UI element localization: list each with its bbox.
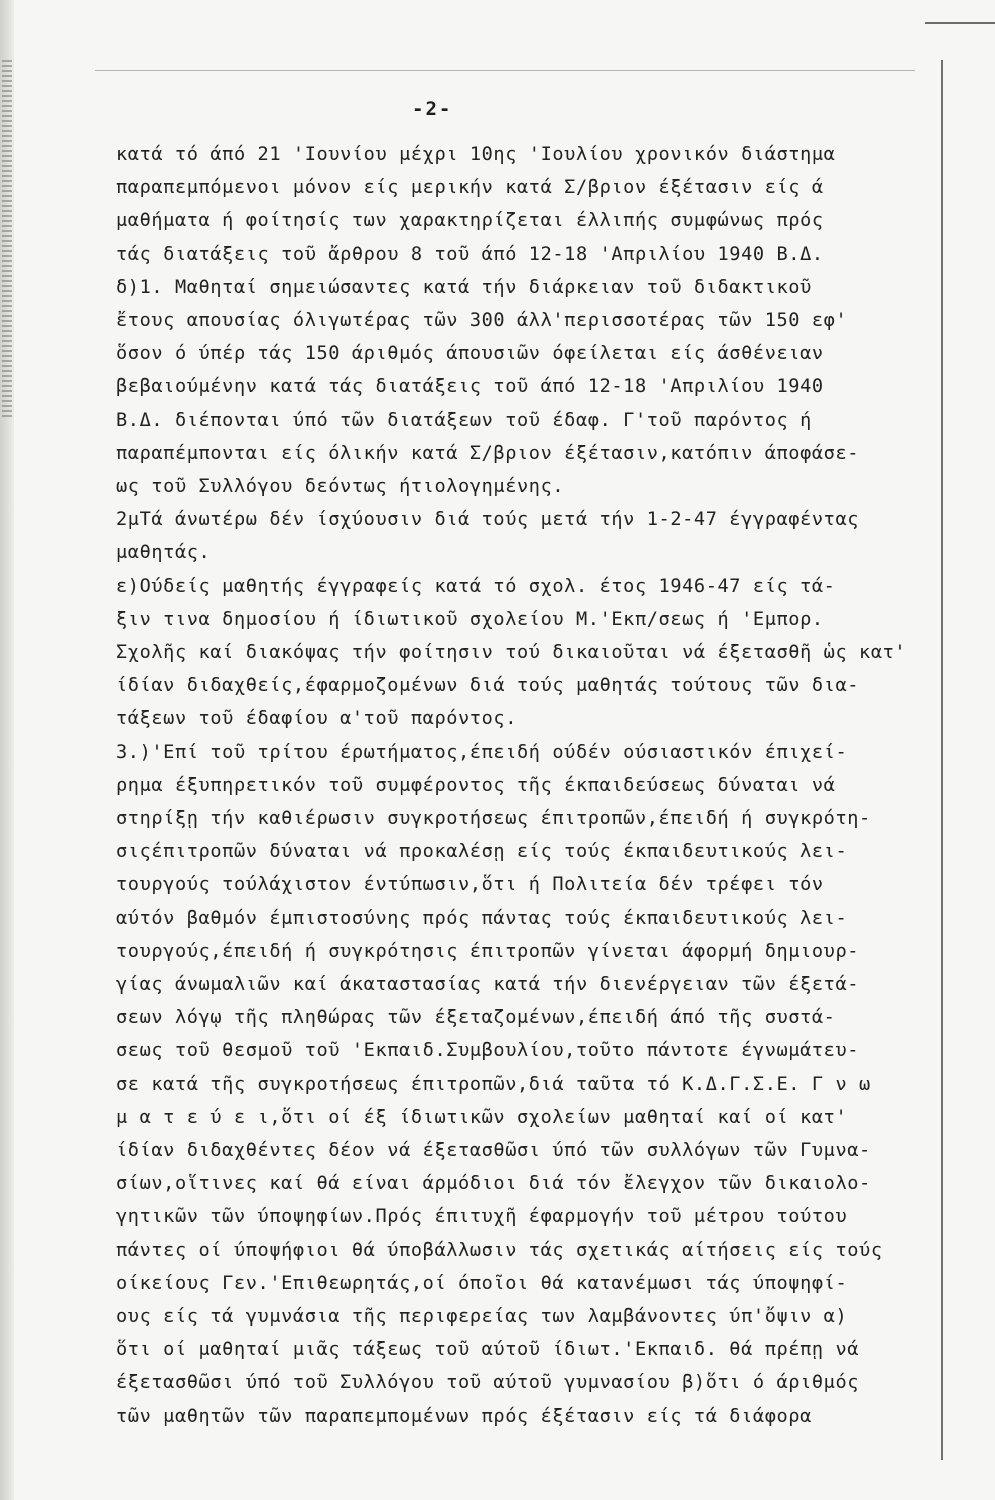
- top-rule: [95, 70, 915, 71]
- text-line: τῶν μαθητῶν τῶν παραπεμπομένων πρός έξέτασιν είς τά διάφορα: [116, 1405, 812, 1427]
- text-line: τουργούς τούλάχιστον έντύπωσιν,ὅτι ή Πολιτεία δέν τρέφει τόν: [116, 874, 824, 896]
- text-line: ους είς τά γυμνάσια τῆς περιφερείας των λαμβάνοντες ύπ'ὄψιν α): [116, 1306, 848, 1327]
- text-line: ρημα έξυπηρετικόν τοῦ συμφέροντος τῆς έκπαιδεύσεως δύναται νά: [116, 774, 836, 796]
- text-line: σε κατά τῆς συγκροτήσεως έπιτροπῶν,διά ταῦτα τό Κ.Δ.Γ.Σ.Ε. Γ ν ω: [116, 1073, 871, 1095]
- text-line: τάξεων τοῦ έδαφίου α'τοῦ παρόντος.: [116, 708, 518, 730]
- text-line: ίδίαν διδαχθείς,έφαρμοζομένων διά τούς μαθητάς τούτους τῶν δια-: [116, 675, 860, 697]
- text-line: ως τοῦ Συλλόγου δεόντως ήτιολογημένης.: [116, 476, 565, 497]
- text-line: ὅτι οί μαθηταί μιᾶς τάξεως τοῦ αύτοῦ ίδιωτ.'Εκπαιδ. θά πρέπῃ νά: [116, 1339, 860, 1361]
- right-margin-line: [941, 60, 943, 1460]
- top-right-rule: [925, 22, 995, 24]
- text-line: γίας άνωμαλιῶν καί άκαταστασίας κατά τήν διενέργειαν τῶν έξετά-: [116, 974, 860, 995]
- text-line: μαθητάς.: [116, 542, 211, 564]
- text-line: παραπεμπόμενοι μόνον είς μερικήν κατά Σ/βριον έξέτασιν είς ά: [116, 177, 824, 199]
- text-line: 3.)'Επί τοῦ τρίτου έρωτήματος,έπειδή ούδέν ούσιαστικόν έπιχεί-: [116, 741, 848, 763]
- text-line: ὅσον ό ύπέρ τάς 150 άριθμός άπουσιῶν όφείλεται είς άσθένειαν: [116, 343, 824, 365]
- text-line: ε)Ούδείς μαθητής έγγραφείς κατά τό σχολ. έτος 1946-47 είς τά-: [116, 575, 836, 597]
- text-line: σιςέπιτροπῶν δύναται νά προκαλέσῃ είς τούς έκπαιδευτικούς λει-: [116, 841, 848, 863]
- text-line: αύτόν βαθμόν έμπιστοσύνης πρός πάντας τούς έκπαιδευτικούς λει-: [116, 907, 848, 929]
- text-line: μαθήματα ή φοίτησίς των χαρακτηρίζεται έλλιπής συμφώνως πρός: [116, 210, 824, 232]
- text-line: μ α τ ε ύ ε ι,ὅτι οί έξ ίδιωτικῶν σχολείων μαθηταί καί οί κατ': [116, 1106, 848, 1128]
- text-line: γητικῶν τῶν ύποψηφίων.Πρός έπιτυχῆ έφαρμογήν τοῦ μέτρου τούτου: [116, 1206, 848, 1228]
- text-line: τουργούς,έπειδή ή συγκρότησις έπιτροπῶν γίνεται άφορμή δημιουρ-: [116, 940, 860, 962]
- text-line: στηρίξῃ τήν καθιέρωσιν συγκροτήσεως έπιτροπῶν,έπειδή ή συγκρότη-: [116, 808, 871, 829]
- text-line: έξετασθῶσι ύπό τοῦ Συλλόγου τοῦ αύτοῦ γυμνασίου β)ὅτι ό άριθμός: [116, 1372, 860, 1394]
- text-line: Β.Δ. διέπονται ύπό τῶν διατάξεων τοῦ έδαφ. Γ'τοῦ παρόντος ή: [116, 409, 812, 431]
- text-line: σεως τοῦ θεσμοῦ τοῦ 'Εκπαιδ.Συμβουλίου,τοῦτο πάντοτε έγνωμάτευ-: [116, 1040, 860, 1062]
- text-line: τάς διατάξεις τοῦ ἄρθρου 8 τοῦ άπό 12-18 'Απριλίου 1940 Β.Δ.: [116, 243, 824, 265]
- text-line: σίων,οἵτινες καί θά είναι άρμόδιοι διά τόν ἔλεγχον τῶν δικαιολο-: [116, 1173, 871, 1195]
- text-line: ἔτους απουσίας όλιγωτέρας τῶν 300 άλλ'περισσοτέρας τῶν 150 εφ': [116, 310, 848, 331]
- text-line: σεων λόγῳ τῆς πληθώρας τῶν έξεταζομένων,έπειδή άπό τῆς συστά-: [116, 1007, 836, 1029]
- text-line: πάντες οί ύποψήφιοι θά ύποβάλλωσιν τάς σχετικάς αίτήσεις είς τούς: [116, 1239, 883, 1261]
- text-line: κατά τό άπό 21 'Ιουνίου μέχρι 10ης 'Ιουλίου χρονικόν διάστημα: [116, 144, 836, 165]
- page-number: -2-: [412, 98, 453, 120]
- text-line: δ)1. Μαθηταί σημειώσαντες κατά τήν διάρκειαν τοῦ διδακτικοῦ: [116, 276, 812, 298]
- text-line: 2μΤά άνωτέρω δέν ίσχύουσιν διά τούς μετά τήν 1-2-47 έγγραφέντας: [116, 509, 860, 531]
- text-line: ίδίαν διδαχθέντες δέον νά έξετασθῶσι ύπό τῶν συλλόγων τῶν Γυμνα-: [116, 1140, 871, 1161]
- text-line: οίκείους Γεν.'Επιθεωρητάς,οί όποῖοι θά κατανέμωσι τάς ύποψηφί-: [116, 1272, 848, 1294]
- binding-marks: [2, 60, 12, 420]
- text-line: βεβαιούμένην κατά τάς διατάξεις τοῦ άπό 12-18 'Απριλίου 1940: [116, 376, 824, 398]
- text-line: Σχολῆς καί διακόψας τήν φοίτησιν τού δικαιοῦται νά έξετασθῆ ὡς κατ': [116, 642, 907, 663]
- text-line: ξιν τινα δημοσίου ή ίδιωτικοῦ σχολείου Μ.'Εκπ/σεως ή 'Εμπορ.: [116, 608, 824, 630]
- text-line: παραπέμπονται είς όλικήν κατά Σ/βριον έξέτασιν,κατόπιν άποφάσε-: [116, 442, 860, 464]
